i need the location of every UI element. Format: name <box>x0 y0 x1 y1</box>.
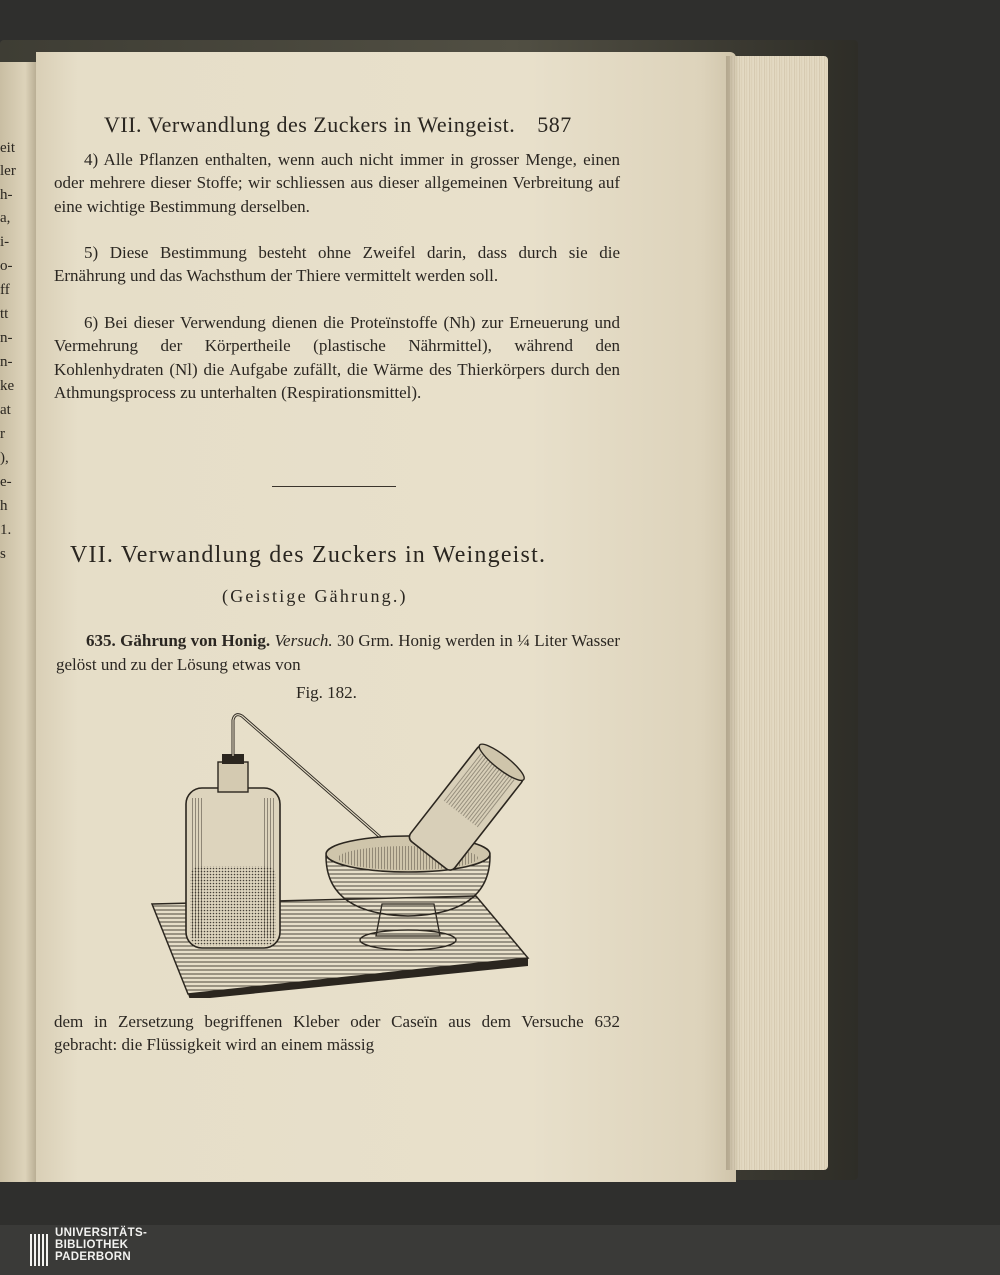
left-page-fragment: eit <box>0 140 15 156</box>
section-divider <box>272 486 396 487</box>
logo-line-3: PADERBORN <box>55 1251 131 1263</box>
experiment-label: Versuch. <box>274 631 333 650</box>
figure-label: Fig. 182. <box>296 683 357 702</box>
left-page-fragment: n- <box>0 354 13 370</box>
experiment-text: 30 Grm. Honig werden in ¼ Liter Wasser gelöst und zu der Lösung etwas von <box>56 631 621 674</box>
section-subtitle: (Geistige Gährung.) <box>222 586 408 606</box>
continuation-paragraph: dem in Zersetzung begriffenen Kleber oder Caseïn aus dem Versuche 632 gebracht: die Flüssigkeit wird an einem mässig <box>54 1012 620 1055</box>
left-page-fragment: n- <box>0 330 13 346</box>
left-page-fragment: a, <box>0 210 11 226</box>
paragraph-4: 4) Alle Pflanzen enthalten, wenn auch nicht immer in grosser Menge, einen oder mehrere dieser Stoffe; wir schliessen aus dieser allgemeinen Verbreitung auf eine wichtige Bestimmung derselben. <box>54 150 620 216</box>
left-page-fragment: h- <box>0 187 13 203</box>
page-number: 587 <box>537 112 572 137</box>
paragraph-5: 5) Diese Bestimmung besteht ohne Zweifel darin, dass durch sie die Ernährung und das Wachsthum der Thiere vermittelt werden soll. <box>54 243 620 286</box>
section-title: VII. Verwandlung des Zuckers in Weingeist. <box>70 542 547 568</box>
experiment-heading: Gährung von Honig. <box>120 631 271 650</box>
left-page-fragment: o- <box>0 258 13 274</box>
experiment-paragraph <box>56 629 620 676</box>
left-page-fragment: h <box>0 498 8 514</box>
logo-line-2: BIBLIOTHEK <box>55 1239 129 1251</box>
left-page-fragment: 1. <box>0 522 12 538</box>
left-page-fragment: e- <box>0 474 12 490</box>
logo-line-1: UNIVERSITÄTS- <box>55 1227 148 1239</box>
left-page-fragment: s <box>0 546 6 562</box>
left-page-fragment: ler <box>0 163 16 179</box>
left-page-fragment: at <box>0 402 11 418</box>
left-page-strip <box>0 62 36 1182</box>
left-page-fragment: ), <box>0 450 9 466</box>
left-page-fragment: r <box>0 426 5 442</box>
left-page-fragment: ke <box>0 378 15 394</box>
running-head <box>104 112 572 138</box>
page-edges <box>730 56 828 1170</box>
left-page-fragment: i- <box>0 234 10 250</box>
fermentation-apparatus-illustration <box>146 708 532 998</box>
library-logo-icon <box>30 1232 50 1268</box>
running-head-title: VII. Verwandlung des Zuckers in Weingeist. <box>104 112 516 137</box>
left-page-fragment: ff <box>0 282 10 298</box>
experiment-number: 635. <box>86 631 116 650</box>
gutter-shadow <box>726 56 740 1170</box>
left-page-fragment: tt <box>0 306 9 322</box>
paragraph-6: 6) Bei dieser Verwendung dienen die Proteïnstoffe (Nh) zur Erneuerung und Vermehrung der Körpertheile (plastische Nährmittel), während den Kohlenhydraten (Nl) die Aufgabe zufällt, die Wärme des Thierkörpers durch den Athmungsprocess zu unterhalten (Respirationsmittel). <box>54 313 620 402</box>
library-logo-text <box>55 1227 235 1263</box>
